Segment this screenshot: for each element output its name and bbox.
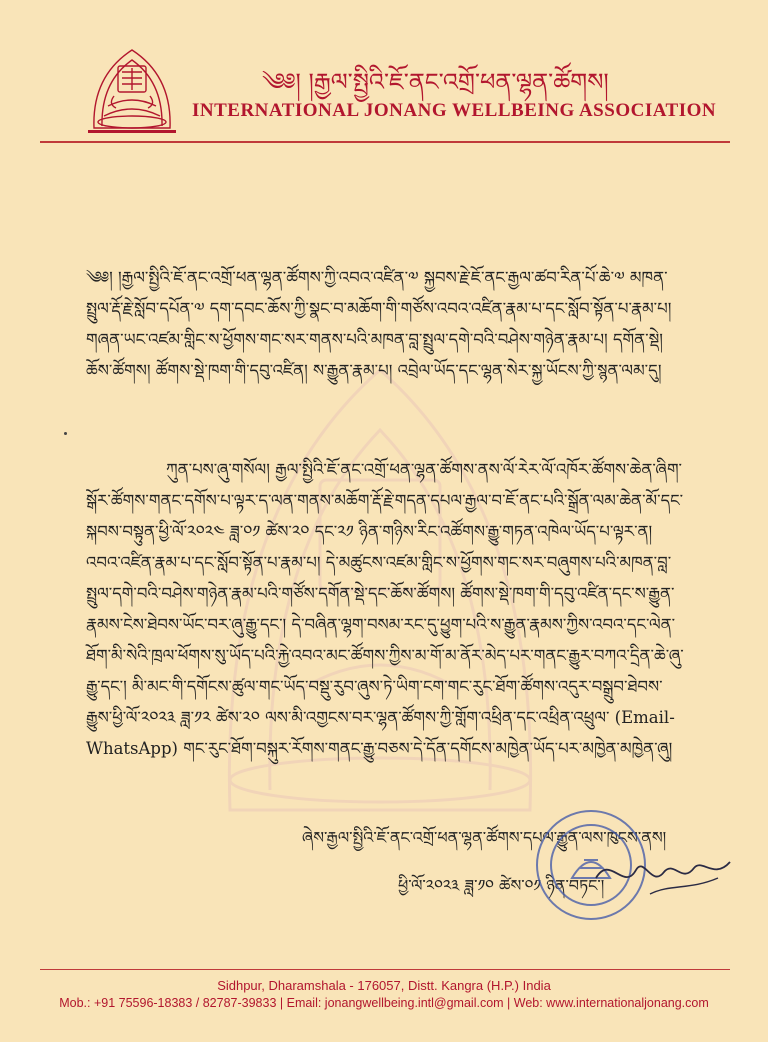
letterhead-title-tibetan: ༄༅། །རྒྱལ་སྤྱིའི་ཇོ་ནང་འགྲོ་ཕན་ལྷན་ཚོགས། xyxy=(262,68,609,96)
footer-divider xyxy=(40,969,730,970)
letter-paragraph-salutation: ༄༅། །རྒྱལ་སྤྱིའི་ཇོ་ནང་འགྲོ་ཕན་ལྷན་ཚོགས་ཀྱི་འབའ་འཛིན་༧ སྐྱབས་རྗེ་ཇོ་ནང་རྒྱལ་ཚབ་རིན་པོ་ཆེ་༧ མཁན་སྤྲུལ་རྡོ་རྗེ་སློབ་དཔོན་༧ དག་དབང་ཆོས་ཀྱི་སྣང་བ་མཆོག་གི་གཙོས་འབའ་འཛིན་རྣམ་པ་དང་སློབ་སྟོན་པ་རྣམ་པ། གཞན་ཡང་འཛམ་གླིང་ས་ཕྱོགས་གང་སར་གནས་པའི་མཁན་བླ་སྤྲུལ་དགེ་བའི་བཤེས་གཉེན་རྣམ་པ། དགོན་སྡེ། ཆོས་ཚོགས། ཚོགས་སྡེ་ཁག་གི་དབུ་འཛིན། ས་རྒྱུན་རྣམ་པ། འབྲེལ་ཡོད་དང་ལྷན་སེར་སྐྱ་ཡོངས་ཀྱི་སྙན་ལམ་དུ། xyxy=(86,268,672,380)
monastery-emblem-icon xyxy=(74,36,190,136)
handwritten-signature-icon xyxy=(590,844,740,904)
letterhead-title-english: INTERNATIONAL JONANG WELLBEING ASSOCIATION xyxy=(192,100,717,121)
header-divider xyxy=(40,141,730,143)
letter-paragraph-main: ཀུན་པས་ཞུ་གསོལ། རྒྱལ་སྤྱིའི་ཇོ་ནང་འགྲོ་ཕན་ལྷན་ཚོགས་ནས་ལོ་རེར་ལོ་འཁོར་ཚོགས་ཆེན་ཞིག་སྒོར་ཚོགས་གནང་དགོས་པ་ལྟར་ད་ལན་གནས་མཆོག་རྡོ་རྗེ་གདན་དཔལ་རྒྱལ་བ་ཇོ་ནང་པའི་སྒྲོན་ལམ་ཆེན་མོ་དང་སྐབས་བསྟུན་ཕྱི་ལོ་༢༠༢༤ ཟླ་༠༡ ཚེས་༢༠ དང་༢༡ ཉིན་གཉིས་རིང་འཚོགས་རྒྱུ་གཏན་འཁེལ་ཡོད་པ་ལྟར་ན། འབའ་འཛིན་རྣམ་པ་དང་སློབ་སྟོན་པ་རྣམ་པ། དེ་མཚུངས་འཛམ་གླིང་ས་ཕྱོགས་གང་སར་བཞུགས་པའི་མཁན་བླ་སྤྲུལ་དགེ་བའི་བཤེས་གཉེན་རྣམ་པའི་གཙོས་དགོན་སྡེ་དང་ཆོས་ཚོགས། ཚོགས་སྡེ་ཁག་གི་དབུ་འཛིན་དང་ས་རྒྱུན་རྣམས་ངེས་ཐེབས་ཡོང་བར་ཞུ་རྒྱུ་དང་། དེ་བཞིན་ལྷག་བསམ་རང་དུ་ཕྱུག་པའི་ས་རྒྱུན་རྣམས་ཀྱིས་འབའ་དང་ལེན་ཐོག་མི་སེའི་ཁྲལ་ཕོགས་སུ་ཡོད་པའི་རྐྱེ་འབའ་མང་ཚོགས་ཀྱིས་མ་གོ་མ་ནོར་མེད་པར་གནང་རྒྱུར་བཀའ་དྲིན་ཆེ་ཞུ་རྒྱུ་དང་། མི་མང་གི་དགོངས་ཚུལ་གང་ཡོད་བསྡུ་རུབ་ཞུས་ཏེ་ཡིག་ངག་གང་རུང་ཐོག་ཚོགས་འདུར་བསྒྲུབ་ཐེབས་རྒྱུས་ཕྱི་ལོ་༢༠༢༣ ཟླ་༡༢ ཚེས་༢༠ ལས་མི་འགྱངས་བར་ལྷན་ཚོགས་ཀྱི་གློག་འཕྲིན་དང་འཕྲིན་འཕྲུལ་ (Email- WhatsApp) གང་རུང་ཐོག་བསྐུར་རོགས་གནང་རྒྱུ་བཅས་དེ་དོན་དགོངས་མཁྱེན་ཡོད་པར་མཁྱེན་མཁྱེན་ཞུ། xyxy=(86,460,684,758)
signature-line-date: ཕྱི་ལོ་༢༠༢༣ ཟླ་༡༠ ཚེས་༠༡ ཉིན་བཏང་། xyxy=(398,876,605,895)
footer-address: Sidhpur, Dharamshala - 176057, Distt. Kangra (H.P.) India xyxy=(217,978,551,993)
stray-mark xyxy=(64,432,67,435)
signature-line-issuer: ཞེས་རྒྱལ་སྤྱིའི་ཇོ་ནང་འགྲོ་ཕན་ལྷན་ཚོགས་དཔལ་རྒྱུན་ལས་ཁུངས་ནས། xyxy=(302,828,667,847)
footer-contact: Mob.: +91 75596-18383 / 82787-39833 | Email: jonangwellbeing.intl@gmail.com | Web: www.internationaljonang.com xyxy=(59,996,709,1010)
